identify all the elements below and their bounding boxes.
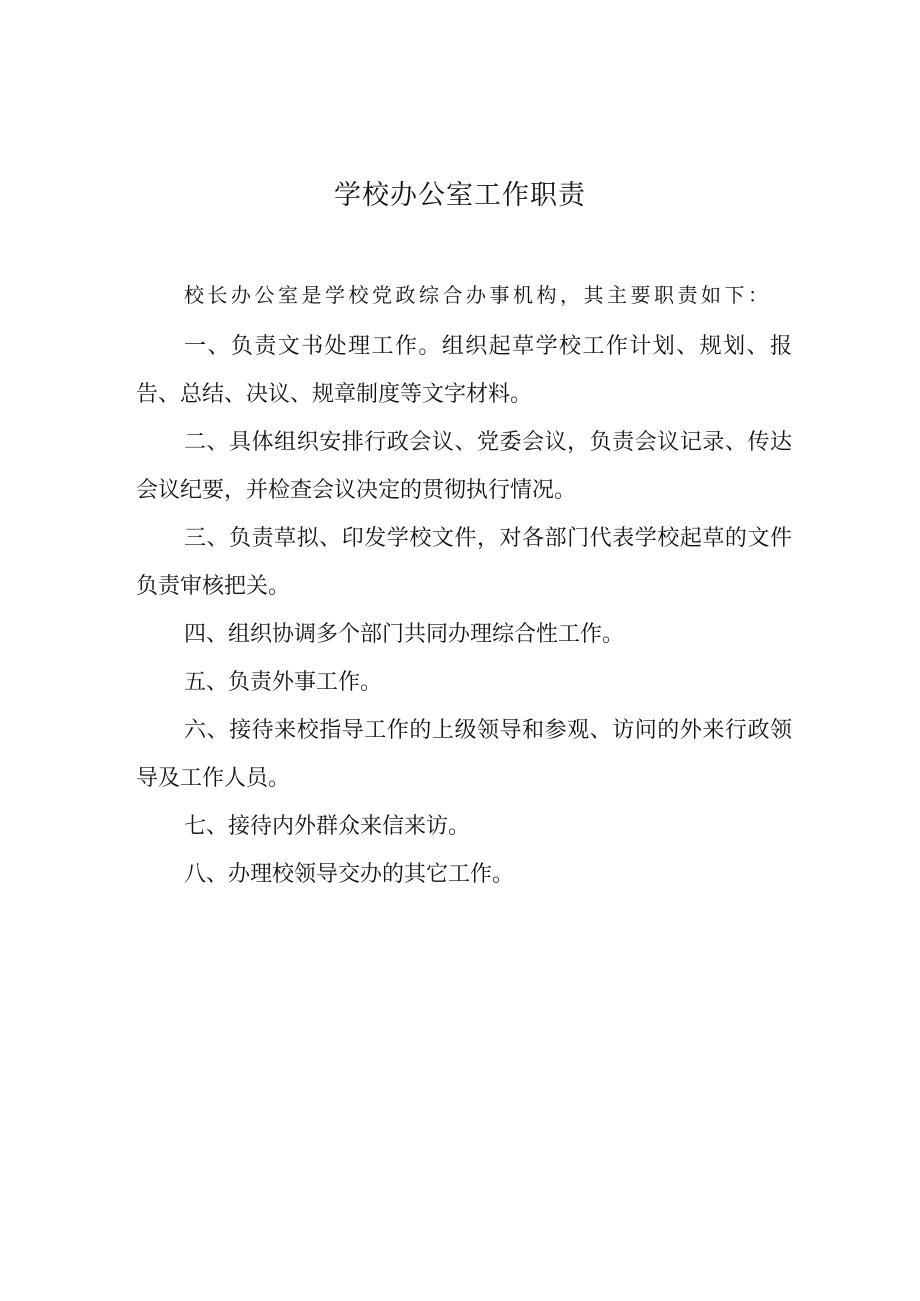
duty-item-3: 三、负责草拟、印发学校文件，对各部门代表学校起草的文件负责审核把关。 [136,526,792,599]
document-title: 学校办公室工作职责 [334,180,586,211]
duty-item-8: 八、办理校领导交办的其它工作。 [184,862,515,887]
duty-item-4: 四、组织协调多个部门共同办理综合性工作。 [184,622,625,647]
duty-item-5: 五、负责外事工作。 [184,670,383,695]
duty-item-7: 七、接待内外群众来信来访。 [184,814,471,839]
duty-item-1: 一、负责文书处理工作。组织起草学校工作计划、规划、报告、总结、决议、规章制度等文字材料。 [136,334,792,407]
intro-paragraph: 校长办公室是学校党政综合办事机构，其主要职责如下： [184,283,772,307]
document-body [136,275,792,899]
duty-item-2: 二、具体组织安排行政会议、党委会议，负责会议记录、传达会议纪要，并检查会议决定的贯彻执行情况。 [136,430,792,503]
duty-item-6: 六、接待来校指导工作的上级领导和参观、访问的外来行政领导及工作人员。 [136,718,792,791]
